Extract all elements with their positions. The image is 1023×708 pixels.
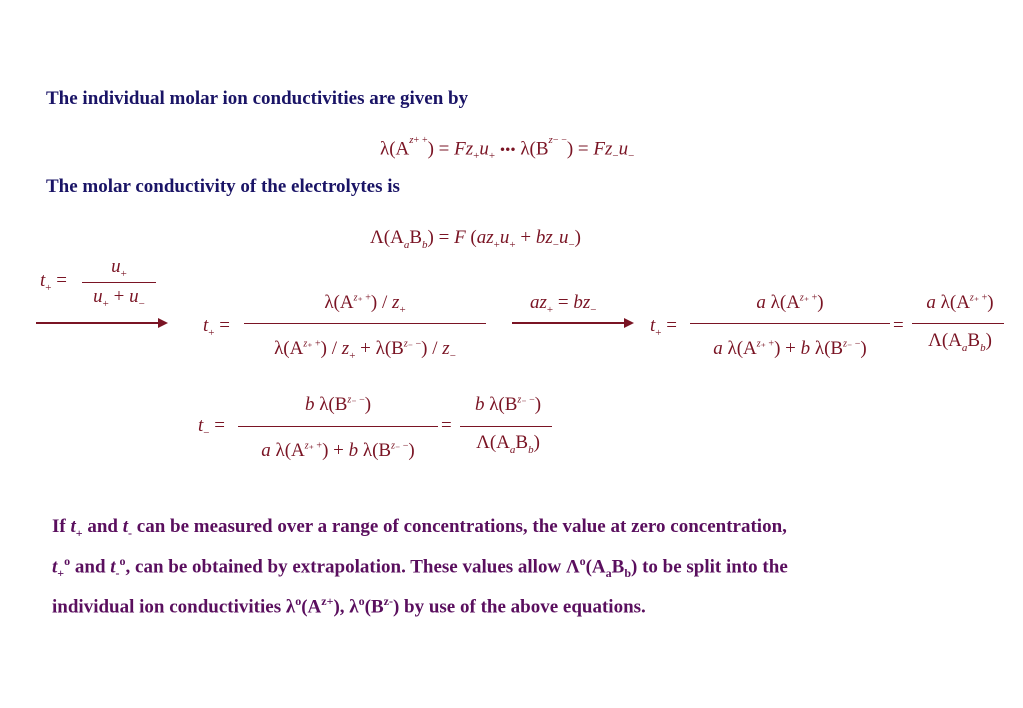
explanation-paragraph: If $t_+$ and $t_-$ can be measured over a range of concentrations, the value at zero concentration, $t_+^o$ and $t_-^o$, can be obtained by extrapolation. These values allow $\Lambda^o(A_aB_b)$ to be split into the individual ion conductivities $\lambda^o(A^{z+})$, $\lambda^o(B^{z-})$ by use of the above equations. [52, 516, 788, 618]
arrow-line-1 [36, 322, 158, 324]
equation-t-plus-final-lhs: $t_+$ = [650, 315, 677, 339]
fraction-t-minus-lambda: b $\lambda(B^{z_- -})$ $\Lambda(A_aB_b)$ [460, 388, 556, 463]
equation-ion-conductivity: $\lambda(A^{z+ +}) = Fz_+u_+$ ••• $\lambda(B^{z- -}) = Fz_-u_-$ [380, 134, 635, 163]
arrow-label-charge-balance: $az_+ = bz_-$ [530, 292, 597, 316]
fraction-t-plus-conductivity: $\lambda(A^{z_+ +}) / z_+$ $\lambda(A^{z_+ +}) / z_+ + \lambda(B^{z_- -}) / z_-$ [244, 288, 486, 363]
equals-sign-t-minus: = [441, 415, 452, 436]
equals-sign-t-plus: = [893, 315, 904, 336]
fraction-mobility: $u_+$ $u_+ + u_-$ [82, 256, 156, 316]
fraction-t-minus: b $\lambda(B^{z_- -})$ a $\lambda(A^{z_+ +}) + b$ $\lambda(B^{z_- -})$ [238, 388, 438, 463]
equation-t-plus-lhs: $t_+$ = [203, 315, 230, 339]
equation-molar-conductivity: $\Lambda(A_aB_b) = F$ $(az_+u_+ + bz_-u_-)$ [370, 227, 581, 251]
equation-t-minus-lhs: $t_-$ = [198, 415, 225, 439]
fraction-t-plus-final: a $\lambda(A^{z_+ +})$ a $\lambda(A^{z_+ +}) + b$ $\lambda(B^{z_- -})$ [690, 288, 890, 363]
heading-molar-conductivity: The molar conductivity of the electrolytes is [46, 176, 400, 197]
equation-t-plus-mobility-lhs: $t_+$ = [40, 270, 67, 294]
fraction-t-plus-lambda: a $\lambda(A^{z_+ +})$ $\Lambda(A_aB_b)$ [912, 288, 1008, 363]
heading-ion-conductivities: The individual molar ion conductivities are given by [46, 88, 469, 109]
arrow-head-2 [624, 318, 634, 328]
arrow-head-1 [158, 318, 168, 328]
arrow-line-2 [512, 322, 624, 324]
